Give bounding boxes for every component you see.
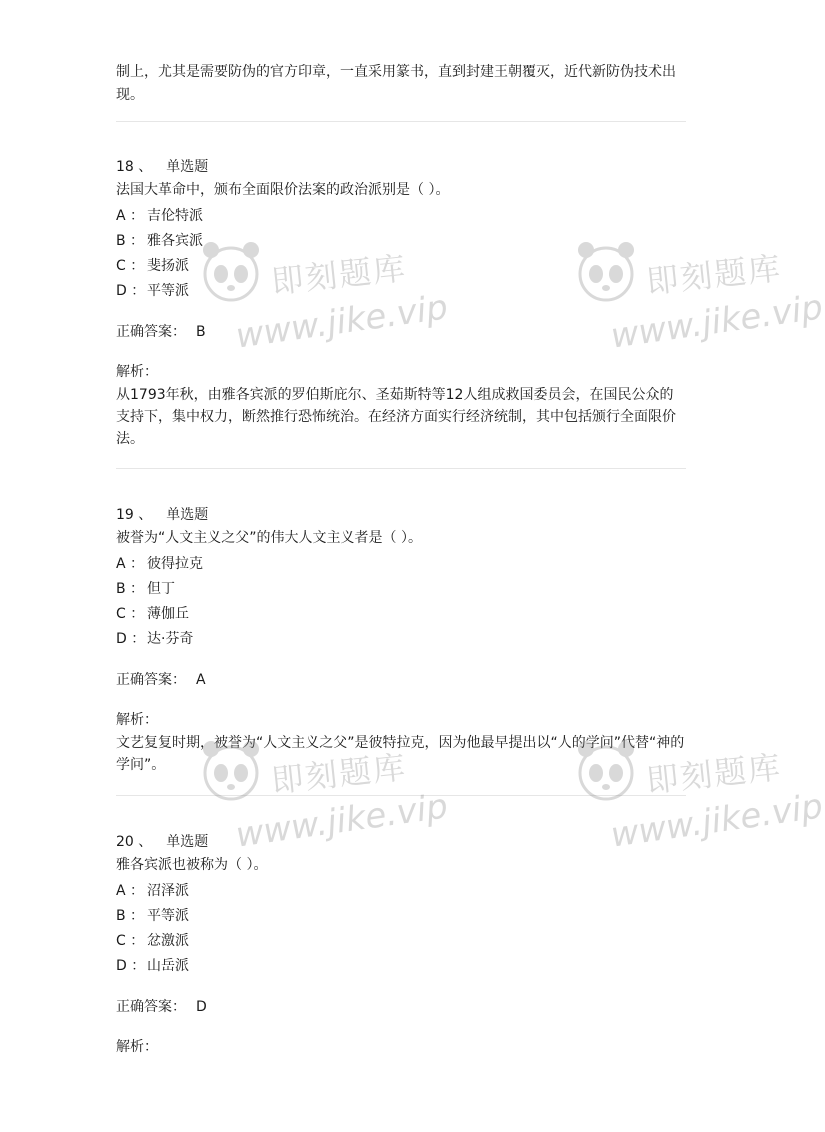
option-text: 吉伦特派 [147,208,203,224]
watermark-brand: 即刻题库 [269,747,409,800]
option-a [116,204,686,229]
option-text: 薄伽丘 [147,606,189,622]
question-number: 19 、 [116,507,153,523]
question-header [116,504,686,527]
option-c [116,929,686,954]
question-stem: 雅各宾派也被称为（ ）。 [116,857,268,873]
watermark-url: www.jike.vip [608,287,825,357]
question-header [116,156,686,179]
option-label: C ： [116,933,145,949]
option-d [116,279,686,304]
option-text: 平等派 [147,908,189,924]
option-b [116,229,686,254]
option-c [116,254,686,279]
correct-answer [116,321,686,344]
answer-value: D [196,999,207,1015]
watermark-url: www.jike.vip [233,786,451,856]
question-stem: 被誉为“人文主义之父”的伟大人文主义者是（ ）。 [116,530,422,546]
option-text: 雅各宾派 [147,233,203,249]
divider [116,795,686,796]
divider [116,468,686,469]
option-b [116,904,686,929]
option-label: C ： [116,606,145,622]
question-type: 单选题 [166,507,209,523]
option-text: 忿激派 [147,933,189,949]
watermark-brand: 即刻题库 [269,248,409,301]
option-list [116,552,686,652]
option-list [116,204,686,304]
question-number: 18 、 [116,159,153,175]
option-text: 沼泽派 [147,883,189,899]
question-number: 20 、 [116,834,153,850]
answer-label: 正确答案： [116,324,186,340]
option-text: 斐扬派 [147,258,189,274]
option-d [116,627,686,652]
correct-answer [116,669,686,692]
watermark-brand: 即刻题库 [644,747,784,800]
option-text: 但丁 [147,581,175,597]
option-label: D ： [116,958,146,974]
watermark-url: www.jike.vip [233,287,451,357]
question-type: 单选题 [166,159,209,175]
option-label: B ： [116,233,145,249]
option-label: C ： [116,258,145,274]
question-header [116,831,686,854]
option-d [116,954,686,979]
answer-label: 正确答案： [116,999,186,1015]
option-label: D ： [116,631,146,647]
answer-value: A [196,672,206,688]
option-text: 彼得拉克 [147,556,203,572]
option-a [116,552,686,577]
answer-label: 正确答案： [116,672,186,688]
watermark-brand: 即刻题库 [644,248,784,301]
question-20 [116,831,686,1059]
question-18 [116,156,686,450]
analysis-label: 解析： [116,364,158,380]
question-type: 单选题 [166,834,209,850]
option-label: B ： [116,581,145,597]
option-c [116,602,686,627]
option-label: D ： [116,283,146,299]
question-stem: 法国大革命中，颁布全面限价法案的政治派别是（ ）。 [116,182,450,198]
analysis-text: 从1793年秋，由雅各宾派的罗伯斯庇尔、圣茹斯特等12人组成救国委员会，在国民公众的支持下，集中权力，断然推行恐怖统治。在经济方面实行经济统制，其中包括颁行全面限价法。 [116,387,676,447]
option-text: 达·芬奇 [147,631,194,647]
answer-value: B [196,324,206,340]
option-label: A ： [116,208,145,224]
option-label: A ： [116,883,145,899]
option-b [116,577,686,602]
option-text: 山岳派 [147,958,189,974]
analysis-label: 解析： [116,1039,158,1055]
question-19 [116,504,686,776]
option-label: B ： [116,908,145,924]
analysis-text: 文艺复复时期，被誉为“人文主义之父”是彼特拉克，因为他最早提出以“人的学问”代替“神的学问”。 [116,735,685,773]
correct-answer [116,996,686,1019]
option-text: 平等派 [147,283,189,299]
analysis-label: 解析： [116,712,158,728]
option-list [116,879,686,979]
divider [116,121,686,122]
watermark-url: www.jike.vip [608,786,825,856]
intro-paragraph: 制上，尤其是需要防伪的官方印章，一直采用篆书，直到封建王朝覆灭，近代新防伪技术出现。 [116,64,676,103]
option-label: A ： [116,556,145,572]
option-a [116,879,686,904]
